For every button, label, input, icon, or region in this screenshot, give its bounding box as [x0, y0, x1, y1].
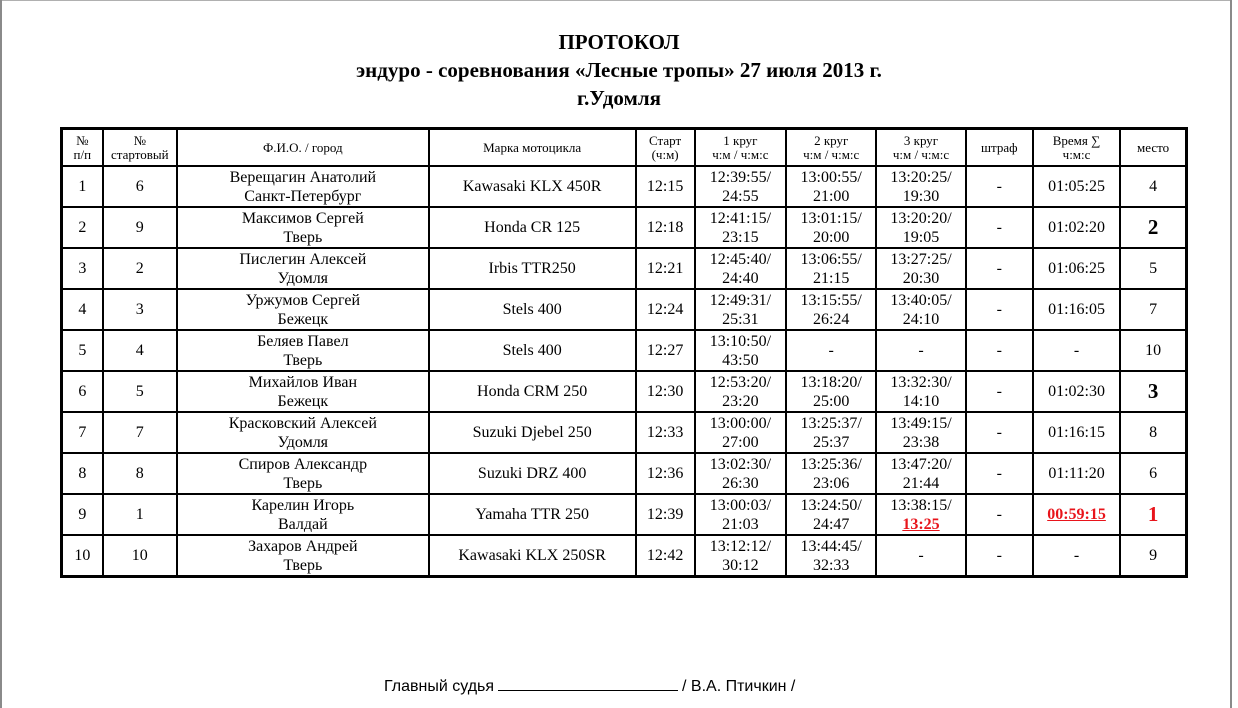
cell-name: Беляев Павел Тверь — [177, 330, 429, 371]
cell-lap3: 13:47:20/ 21:44 — [876, 453, 965, 494]
cell-name: Спиров Александр Тверь — [177, 453, 429, 494]
header-total-time: Время ∑ ч:м:с — [1033, 129, 1120, 167]
best-lap-highlight: 13:25 — [902, 515, 940, 533]
cell-start: 12:24 — [636, 289, 695, 330]
cell-num: 6 — [62, 371, 103, 412]
cell-bike: Stels 400 — [429, 289, 636, 330]
header-bike: Марка мотоцикла — [429, 129, 636, 167]
cell-lap3: 13:20:20/ 19:05 — [876, 207, 965, 248]
cell-lap3: 13:40:05/ 24:10 — [876, 289, 965, 330]
cell-start-num: 1 — [103, 494, 177, 535]
cell-num: 8 — [62, 453, 103, 494]
cell-bike: Yamaha TTR 250 — [429, 494, 636, 535]
cell-name: Верещагин Анатолий Санкт-Петербург — [177, 166, 429, 207]
cell-name: Карелин Игорь Валдай — [177, 494, 429, 535]
cell-penalty: - — [966, 166, 1033, 207]
cell-lap2: 13:01:15/ 20:00 — [786, 207, 876, 248]
header-start-num: № стартовый — [103, 129, 177, 167]
cell-lap3: 13:49:15/ 23:38 — [876, 412, 965, 453]
cell-bike: Suzuki DRZ 400 — [429, 453, 636, 494]
cell-lap2: - — [786, 330, 876, 371]
cell-lap2: 13:24:50/ 24:47 — [786, 494, 876, 535]
cell-lap2: 13:00:55/ 21:00 — [786, 166, 876, 207]
cell-start-num: 6 — [103, 166, 177, 207]
cell-bike: Honda CR 125 — [429, 207, 636, 248]
cell-start-num: 10 — [103, 535, 177, 577]
cell-start: 12:42 — [636, 535, 695, 577]
cell-lap3: - — [876, 330, 965, 371]
cell-lap3: 13:20:25/ 19:30 — [876, 166, 965, 207]
cell-total-time: 01:16:05 — [1033, 289, 1120, 330]
cell-num: 2 — [62, 207, 103, 248]
cell-penalty: - — [966, 412, 1033, 453]
cell-name: Максимов Сергей Тверь — [177, 207, 429, 248]
cell-total-time: - — [1033, 535, 1120, 577]
table-row — [62, 166, 1187, 207]
cell-place: 4 — [1120, 166, 1186, 207]
header-penalty: штраф — [966, 129, 1033, 167]
cell-penalty: - — [966, 248, 1033, 289]
cell-start: 12:27 — [636, 330, 695, 371]
cell-start: 12:21 — [636, 248, 695, 289]
document-subtitle: эндуро - соревнования «Лесные тропы» 27 июля 2013 г. — [356, 58, 882, 82]
cell-lap1: 13:10:50/ 43:50 — [695, 330, 786, 371]
header-lap1: 1 круг ч:м / ч:м:с — [695, 129, 786, 167]
cell-start-num: 3 — [103, 289, 177, 330]
signature-blank — [498, 676, 678, 691]
table-row — [62, 207, 1187, 248]
cell-name: Красковский Алексей Удомля — [177, 412, 429, 453]
cell-place: 1 — [1120, 494, 1186, 535]
cell-lap1: 12:49:31/ 25:31 — [695, 289, 786, 330]
cell-place: 9 — [1120, 535, 1186, 577]
table-row — [62, 248, 1187, 289]
cell-start: 12:18 — [636, 207, 695, 248]
cell-place: 5 — [1120, 248, 1186, 289]
page-top-edge — [0, 0, 1232, 1]
cell-start: 12:36 — [636, 453, 695, 494]
cell-lap2: 13:44:45/ 32:33 — [786, 535, 876, 577]
cell-start: 12:30 — [636, 371, 695, 412]
cell-total-time: 01:02:30 — [1033, 371, 1120, 412]
cell-bike: Honda CRM 250 — [429, 371, 636, 412]
table-row — [62, 412, 1187, 453]
cell-place: 10 — [1120, 330, 1186, 371]
header-name: Ф.И.О. / город — [177, 129, 429, 167]
cell-lap1: 13:00:03/ 21:03 — [695, 494, 786, 535]
table-header-row — [62, 129, 1187, 167]
cell-penalty: - — [966, 289, 1033, 330]
cell-lap3: - — [876, 535, 965, 577]
cell-place: 8 — [1120, 412, 1186, 453]
cell-place: 6 — [1120, 453, 1186, 494]
cell-bike: Stels 400 — [429, 330, 636, 371]
cell-num: 7 — [62, 412, 103, 453]
cell-place: 2 — [1120, 207, 1186, 248]
cell-lap2: 13:25:36/ 23:06 — [786, 453, 876, 494]
cell-start-num: 8 — [103, 453, 177, 494]
cell-start-num: 9 — [103, 207, 177, 248]
cell-lap2: 13:15:55/ 26:24 — [786, 289, 876, 330]
cell-total-time: 01:11:20 — [1033, 453, 1120, 494]
judge-label: Главный судья — [384, 678, 495, 695]
cell-lap1: 12:45:40/ 24:40 — [695, 248, 786, 289]
judge-signature-line — [384, 676, 795, 696]
cell-start-num: 4 — [103, 330, 177, 371]
cell-total-time — [1033, 494, 1120, 535]
header-start: Старт (ч:м) — [636, 129, 695, 167]
cell-start: 12:15 — [636, 166, 695, 207]
document-title: ПРОТОКОЛ — [558, 30, 680, 54]
cell-num: 5 — [62, 330, 103, 371]
cell-num: 9 — [62, 494, 103, 535]
cell-penalty: - — [966, 453, 1033, 494]
cell-start-num: 5 — [103, 371, 177, 412]
cell-penalty: - — [966, 207, 1033, 248]
cell-start-num: 7 — [103, 412, 177, 453]
cell-lap1: 13:12:12/ 30:12 — [695, 535, 786, 577]
cell-num: 1 — [62, 166, 103, 207]
cell-lap2: 13:25:37/ 25:37 — [786, 412, 876, 453]
cell-total-time: - — [1033, 330, 1120, 371]
cell-total-time: 01:05:25 — [1033, 166, 1120, 207]
table-row — [62, 535, 1187, 577]
cell-bike: Irbis TTR250 — [429, 248, 636, 289]
cell-total-time: 01:02:20 — [1033, 207, 1120, 248]
cell-lap3: 13:38:15/ 13:25 — [876, 494, 965, 535]
judge-name: / В.А. Птичкин / — [682, 678, 796, 695]
cell-penalty: - — [966, 494, 1033, 535]
table-row — [62, 494, 1187, 535]
cell-total-time: 01:16:15 — [1033, 412, 1120, 453]
table-row — [62, 289, 1187, 330]
cell-penalty: - — [966, 371, 1033, 412]
document-city: г.Удомля — [577, 86, 661, 110]
cell-start: 12:39 — [636, 494, 695, 535]
cell-name: Пислегин Алексей Удомля — [177, 248, 429, 289]
header-lap2: 2 круг ч:м / ч:м:с — [786, 129, 876, 167]
cell-lap3: 13:32:30/ 14:10 — [876, 371, 965, 412]
cell-num: 4 — [62, 289, 103, 330]
table-row — [62, 453, 1187, 494]
cell-total-time: 01:06:25 — [1033, 248, 1120, 289]
cell-lap1: 12:41:15/ 23:15 — [695, 207, 786, 248]
cell-num: 3 — [62, 248, 103, 289]
cell-bike: Kawasaki KLX 250SR — [429, 535, 636, 577]
cell-bike: Kawasaki KLX 450R — [429, 166, 636, 207]
cell-lap1: 13:00:00/ 27:00 — [695, 412, 786, 453]
header-place: место — [1120, 129, 1186, 167]
results-table — [60, 127, 1188, 578]
cell-name: Захаров Андрей Тверь — [177, 535, 429, 577]
cell-start-num: 2 — [103, 248, 177, 289]
cell-lap1: 12:53:20/ 23:20 — [695, 371, 786, 412]
table-row — [62, 330, 1187, 371]
cell-lap3: 13:27:25/ 20:30 — [876, 248, 965, 289]
cell-bike: Suzuki Djebel 250 — [429, 412, 636, 453]
cell-name: Уржумов Сергей Бежецк — [177, 289, 429, 330]
cell-place: 3 — [1120, 371, 1186, 412]
cell-lap1: 12:39:55/ 24:55 — [695, 166, 786, 207]
cell-name: Михайлов Иван Бежецк — [177, 371, 429, 412]
cell-lap2: 13:06:55/ 21:15 — [786, 248, 876, 289]
cell-num: 10 — [62, 535, 103, 577]
cell-penalty: - — [966, 535, 1033, 577]
header-lap3: 3 круг ч:м / ч:м:с — [876, 129, 965, 167]
cell-penalty: - — [966, 330, 1033, 371]
table-row — [62, 371, 1187, 412]
best-time-highlight: 00:59:15 — [1047, 506, 1106, 523]
cell-lap1: 13:02:30/ 26:30 — [695, 453, 786, 494]
cell-start: 12:33 — [636, 412, 695, 453]
cell-lap2: 13:18:20/ 25:00 — [786, 371, 876, 412]
header-num: № п/п — [62, 129, 103, 167]
cell-place: 7 — [1120, 289, 1186, 330]
